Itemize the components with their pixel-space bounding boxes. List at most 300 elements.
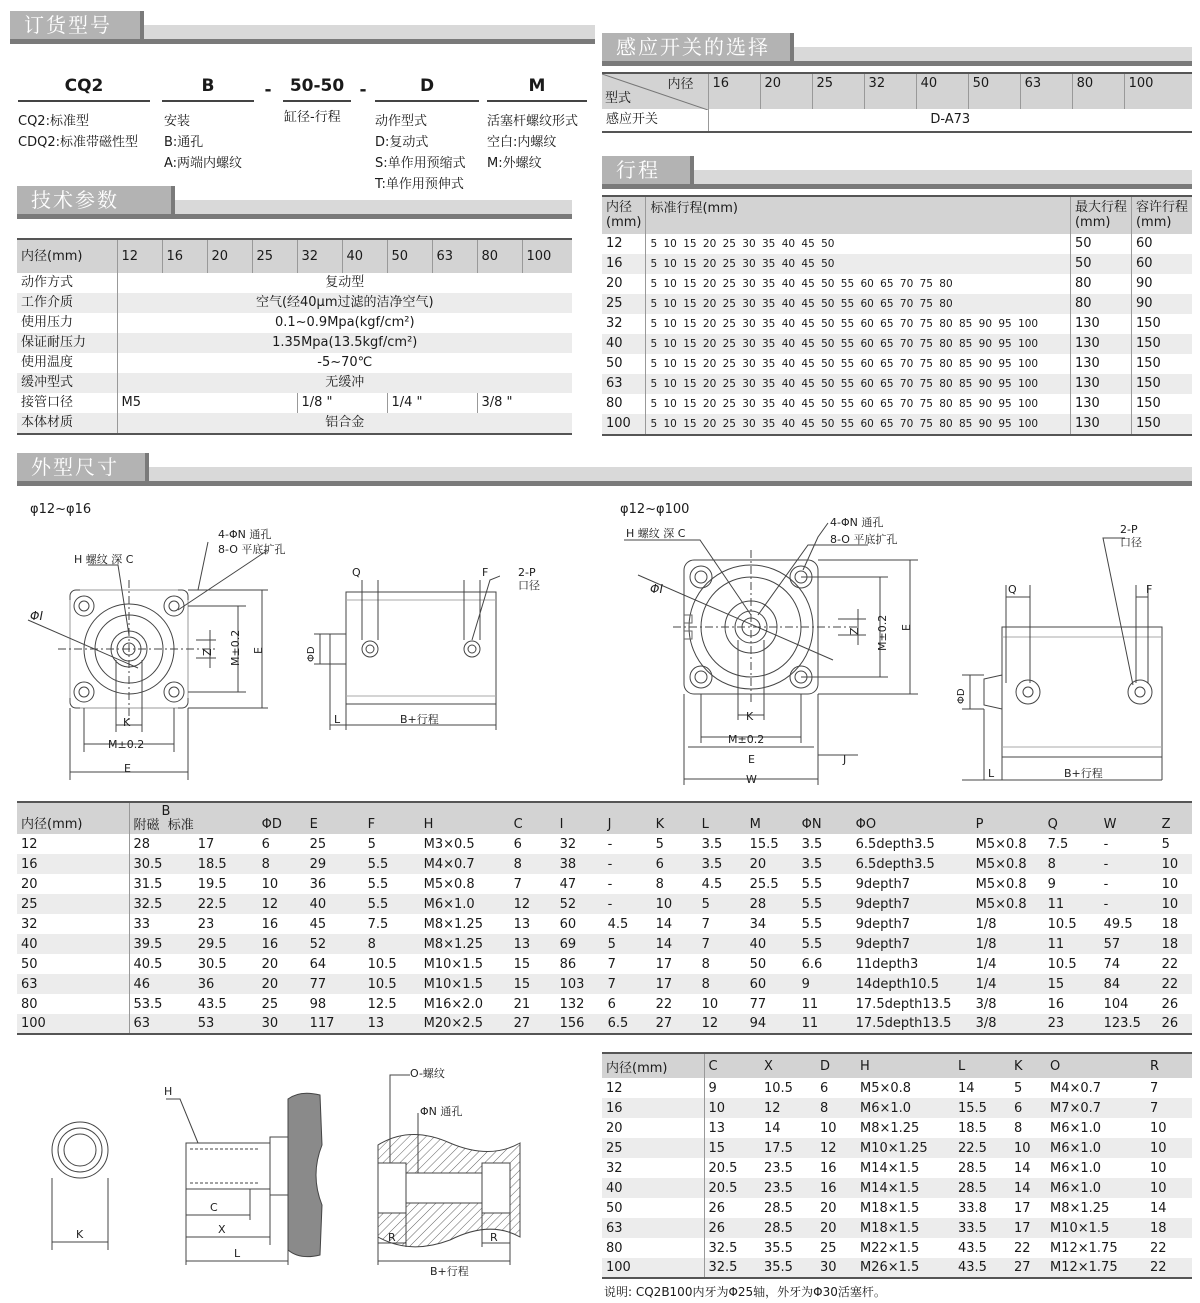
section-header-dims	[17, 453, 1192, 486]
footnote: 说明: CQ2B100内牙为Φ25轴，外牙为Φ30活塞杆。	[604, 1285, 886, 1299]
dim-cell: 26	[1158, 1014, 1192, 1034]
dim-cell: 5	[655, 836, 664, 852]
dim-cell: 12.5	[367, 996, 397, 1012]
rod-cell: 14	[1014, 1160, 1031, 1176]
dim-header-k: K	[652, 802, 698, 834]
dim-cell: 15.5	[749, 836, 779, 852]
label-o-thread: O-螺纹	[410, 1067, 445, 1080]
label-rod-l: L	[234, 1247, 241, 1260]
rod-cell: M6×1.0	[856, 1098, 954, 1118]
label-m02-lg: M±0.2	[728, 733, 765, 746]
rod-cell: 28.5	[760, 1218, 816, 1238]
dim-cell: 11	[1044, 934, 1100, 954]
order-col-action: 动作型式 D:复动式 S:单作用预缩式 T:单作用预伸式	[375, 114, 466, 192]
order-col-rod-thread: 活塞杆螺纹形式 空白:内螺纹 M:外螺纹	[487, 114, 579, 171]
dim-cell: 8	[1044, 854, 1100, 874]
rod-cell: 100	[602, 1258, 704, 1278]
stroke-table	[602, 195, 1192, 436]
stroke-row	[602, 334, 1192, 354]
dim-cell: 12	[698, 1014, 746, 1034]
dim-cell: 9depth7	[855, 876, 911, 892]
dim-cell: 3/8	[972, 1014, 1044, 1034]
rod-cell: 17.5	[760, 1138, 816, 1158]
dim-cell: 64	[309, 956, 327, 972]
dim-cell: 4.5	[607, 916, 629, 932]
dim-cell: 77	[306, 974, 364, 994]
dim-cell: 10.5	[1047, 916, 1077, 932]
tech-header-cell: 63	[432, 239, 477, 273]
tech-row-value: 空气(经40μm过滤的洁净空气)	[117, 293, 572, 313]
dim-header-phid: ΦD	[258, 802, 306, 834]
dim-cell: 38	[556, 854, 604, 874]
rod-cell: M6×1.0	[1050, 1160, 1102, 1176]
rod-cell: 17	[1014, 1200, 1031, 1216]
dim-cell: 49.5	[1103, 916, 1133, 932]
dim-cell: 47	[559, 876, 577, 892]
stroke-std: 5 10 15 20 25 30 35 40 45 50 55 60 65 70 75 80 85 90 95 100	[646, 374, 1070, 394]
stroke-allow: 60	[1135, 236, 1153, 251]
rod-row	[602, 1218, 1192, 1238]
dim-cell: 46	[129, 974, 194, 994]
rod-table	[602, 1052, 1192, 1279]
label-z: Z	[201, 648, 214, 656]
rod-cell: 16	[602, 1098, 704, 1118]
dim-header-bore: 内径(mm)	[17, 802, 129, 834]
dim-cell: 5.5	[364, 854, 420, 874]
rod-cell: M10×1.25	[856, 1138, 954, 1158]
rod-header-k: K	[1010, 1053, 1046, 1078]
tech-header-bore: 内径(mm)	[17, 239, 117, 273]
rod-cell: 12	[760, 1098, 816, 1118]
rod-cell: M5×0.8	[860, 1080, 912, 1096]
rod-cell: 22.5	[954, 1138, 1010, 1158]
label-rod-h: H	[164, 1085, 173, 1098]
stroke-allow: 150	[1135, 396, 1161, 411]
label-l: L	[334, 713, 341, 726]
tech-port-3-8: 3/8 "	[481, 395, 513, 410]
dim-cell: 53.5	[133, 996, 163, 1012]
dim-cell: M3×0.5	[423, 836, 475, 852]
stroke-row	[602, 374, 1192, 394]
label-f-lg: F	[1146, 583, 1153, 596]
dim-cell: 32	[17, 914, 129, 934]
rod-side-view-drawing	[150, 1085, 340, 1275]
tech-header-cell: 12	[117, 239, 162, 273]
label-q: Q	[352, 566, 361, 579]
dim-cell: 14	[655, 916, 673, 932]
dim-cell: 10.5	[367, 956, 397, 972]
rod-cell: 15.5	[954, 1098, 1010, 1118]
dim-row	[17, 834, 1192, 854]
label-q-lg: Q	[1008, 583, 1017, 596]
dim-cell: 29	[306, 854, 364, 874]
dim-cell: 16	[258, 934, 306, 954]
stroke-std: 5 10 15 20 25 30 35 40 45 50 55 60 65 70 75 80 85 90 95 100	[646, 354, 1070, 374]
dim-cell: 6.5depth3.5	[855, 836, 935, 852]
dim-cell: 6	[261, 836, 270, 852]
dim-cell: 11	[798, 1014, 852, 1034]
dim-cell: 8	[258, 854, 306, 874]
dim-cell: 100	[17, 1014, 129, 1034]
rod-header-l: L	[954, 1053, 1010, 1078]
dim-cell: 28	[133, 836, 151, 852]
side-view-small-drawing	[300, 560, 500, 735]
label-w: W	[746, 773, 757, 786]
switch-bore: 20	[760, 73, 812, 109]
tech-header-cell: 40	[342, 239, 387, 273]
rod-row	[602, 1078, 1192, 1098]
order-col-mount: 安装 B:通孔 A:两端内螺纹	[164, 114, 243, 171]
rod-cell: 23.5	[760, 1178, 816, 1198]
rod-cell: 35.5	[760, 1258, 816, 1278]
dim-cell: 104	[1103, 996, 1129, 1012]
dim-cell: 98	[309, 996, 327, 1012]
dim-cell: 60	[746, 974, 798, 994]
dim-cell: 17	[652, 974, 698, 994]
section-title-stroke: 行程	[602, 156, 694, 184]
dim-cell: 30.5	[129, 854, 194, 874]
stroke-max: 50	[1070, 254, 1131, 274]
dim-row	[17, 974, 1192, 994]
stroke-bore: 32	[602, 314, 646, 334]
label-m02-v: M±0.2	[229, 629, 242, 666]
stroke-allow: 150	[1131, 414, 1192, 435]
dim-cell: M5×0.8	[975, 876, 1027, 892]
label-m02-v-lg: M±0.2	[876, 614, 889, 651]
dim-row	[17, 954, 1192, 974]
dim-cell: 1/4	[975, 956, 997, 972]
tech-material-value: 铝合金	[117, 413, 572, 434]
switch-bore: 16	[708, 73, 760, 109]
dim-cell: 5	[698, 894, 746, 914]
switch-bore: 63	[1020, 73, 1072, 109]
stroke-row	[602, 294, 1192, 314]
rod-cell: M12×1.75	[1046, 1258, 1146, 1278]
dim-cell: 15	[510, 974, 556, 994]
dim-cell: -	[1100, 894, 1158, 914]
dim-cell: 43.5	[197, 996, 227, 1012]
section-title-dims: 外型尺寸	[17, 453, 149, 481]
dim-cell: 25	[17, 894, 129, 914]
dim-cell: 20	[261, 956, 279, 972]
rod-cell: 26	[708, 1200, 726, 1216]
rod-row	[602, 1258, 1192, 1278]
dim-cell: 5	[1161, 836, 1170, 852]
dim-cell: M16×2.0	[423, 996, 483, 1012]
rod-cell: 15	[704, 1138, 760, 1158]
rod-cell: 6	[1010, 1098, 1046, 1118]
rod-cell: 22	[1150, 1240, 1167, 1256]
stroke-max: 80	[1070, 294, 1131, 314]
dim-cell: -	[1103, 836, 1109, 852]
dim-header-phio: ΦO	[852, 802, 972, 834]
tech-row-label: 保证耐压力	[17, 333, 117, 353]
dim-header-i: I	[556, 802, 604, 834]
dim-cell: 17.5depth13.5	[852, 1014, 972, 1034]
stroke-header-max: 最大行程 (mm)	[1070, 196, 1131, 234]
code-bore-stroke: 50-50	[289, 76, 345, 96]
dim-cell: 1/8	[975, 916, 997, 932]
tech-row-value: 1.35Mpa(13.5kgf/cm²)	[117, 333, 572, 353]
dim-cell: M5×0.8	[972, 894, 1044, 914]
rod-cell: 32.5	[704, 1258, 760, 1278]
label-e-v-lg: E	[900, 624, 913, 631]
rod-cell: 10	[1146, 1138, 1192, 1158]
dim-cell: -	[604, 894, 652, 914]
rod-cell: M4×0.7	[1050, 1080, 1102, 1096]
rod-cell: 6	[820, 1080, 829, 1096]
rod-cell: 10	[1150, 1160, 1167, 1176]
rod-cell: 20.5	[704, 1178, 760, 1198]
tech-table	[17, 238, 572, 435]
dim-cell: 8	[701, 956, 710, 972]
label-k: K	[123, 716, 131, 729]
front-view-small-drawing	[18, 520, 293, 785]
dim-header-c: C	[510, 802, 556, 834]
dim-cell: -	[1103, 876, 1109, 892]
dim-cell: 33	[133, 916, 151, 932]
dim-cell: 10	[261, 876, 279, 892]
dim-cell: 6.6	[801, 956, 823, 972]
dim-cell: 132	[559, 996, 585, 1012]
dim-cell: -	[604, 854, 652, 874]
dim-header-m: M	[746, 802, 798, 834]
stroke-bore: 50	[602, 354, 646, 374]
dim-cell: 3.5	[698, 854, 746, 874]
stroke-row	[602, 354, 1192, 374]
tech-header-cell: 16	[162, 239, 207, 273]
rod-cell: 5	[1014, 1080, 1023, 1096]
stroke-row	[602, 274, 1192, 294]
order-col-series: CQ2:标准型 CDQ2:标准带磁性型	[18, 114, 138, 150]
dim-cell: 94	[746, 1014, 798, 1034]
dim-header-h: H	[420, 802, 510, 834]
dim-cell: 5.5	[364, 894, 420, 914]
dim-cell: 14depth10.5	[852, 974, 972, 994]
label-port-large: 2-P 口径	[1120, 523, 1142, 549]
dim-cell: 60	[559, 916, 577, 932]
dim-cell: 10	[1158, 894, 1192, 914]
dim-cell: 20	[746, 854, 798, 874]
dim-cell: 7	[513, 876, 522, 892]
dim-cell: 5	[367, 836, 376, 852]
dim-cell: 4.5	[701, 876, 723, 892]
rod-cell: M14×1.5	[860, 1160, 920, 1176]
dim-cell: M5×0.8	[972, 854, 1044, 874]
through-hole-section-drawing	[370, 1065, 530, 1280]
dim-cell: 8	[698, 974, 746, 994]
dim-cell: 20	[17, 874, 129, 894]
rod-cell: 28.5	[954, 1178, 1010, 1198]
dim-header-e: E	[306, 802, 364, 834]
rod-row	[602, 1098, 1192, 1118]
tech-row-value: 复动型	[325, 275, 365, 290]
rod-header-c: C	[704, 1053, 760, 1078]
stroke-bore: 63	[602, 374, 646, 394]
label-m02: M±0.2	[108, 738, 145, 751]
stroke-row	[602, 394, 1192, 414]
rod-cell: 63	[602, 1218, 704, 1238]
tech-row-label: 工作介质	[17, 293, 117, 313]
dim-cell: 7	[698, 934, 746, 954]
dim-cell: 123.5	[1100, 1014, 1158, 1034]
dim-row	[17, 854, 1192, 874]
code-rod-thread: M	[528, 76, 546, 96]
dim-cell: 63	[17, 974, 129, 994]
label-e: E	[124, 762, 131, 775]
rod-cell: 8	[1014, 1120, 1023, 1136]
tech-material-label: 本体材质	[17, 413, 117, 434]
label-o-counter-lg: 8-O 平底扩孔	[830, 533, 898, 546]
rod-cell: 17	[1010, 1218, 1046, 1238]
dim-cell: 20	[258, 974, 306, 994]
section-header-tech	[17, 186, 572, 219]
rod-cell: 7	[1150, 1080, 1159, 1096]
dim-cell: M10×1.5	[423, 956, 483, 972]
stroke-max: 130	[1070, 394, 1131, 414]
dim-cell: 9	[1047, 876, 1056, 892]
stroke-header-allow: 容许行程 (mm)	[1131, 196, 1192, 234]
rod-cell: 32	[602, 1158, 704, 1178]
dim-cell: 27	[510, 1014, 556, 1034]
dim-cell: 10	[1158, 854, 1192, 874]
dim-cell: 17	[655, 956, 673, 972]
switch-row-label: 感应开关	[602, 109, 708, 132]
tech-row-value: 无缓冲	[117, 373, 572, 393]
dim-cell: -	[607, 836, 613, 852]
code-series: CQ2	[64, 76, 104, 96]
switch-bore: 50	[968, 73, 1020, 109]
rod-cell: M6×1.0	[1050, 1120, 1102, 1136]
rod-cell: 22	[1146, 1258, 1192, 1278]
switch-bore: 25	[812, 73, 864, 109]
rod-cell: 43.5	[954, 1258, 1010, 1278]
dim-header-j: J	[604, 802, 652, 834]
rod-cell: M8×1.25	[860, 1120, 920, 1136]
stroke-max: 130	[1070, 334, 1131, 354]
dim-cell: 18	[1158, 934, 1192, 954]
dim-cell: 25	[309, 836, 327, 852]
dim-header-b: B 附磁 标准	[129, 802, 258, 834]
rod-cell: 50	[602, 1198, 704, 1218]
rod-cell: 16	[820, 1160, 837, 1176]
stroke-max: 50	[1070, 234, 1131, 254]
dim-cell: 14	[652, 934, 698, 954]
dim-row	[17, 994, 1192, 1014]
rod-cell: 25	[602, 1138, 704, 1158]
dim-cell: 9depth7	[852, 894, 972, 914]
rod-row	[602, 1158, 1192, 1178]
dim-cell: 5.5	[801, 876, 823, 892]
dim-row	[17, 1014, 1192, 1034]
stroke-max: 130	[1070, 374, 1131, 394]
label-rod-x: X	[218, 1223, 226, 1236]
port-leader-line	[1095, 530, 1135, 690]
label-o-counter: 8-O 平底扩孔	[218, 543, 286, 556]
dim-cell: M8×1.25	[423, 916, 483, 932]
dim-cell: 1/8	[972, 934, 1044, 954]
dim-cell: 29.5	[194, 934, 258, 954]
order-col-bore-stroke: 缸径-行程	[284, 110, 341, 125]
dim-header-p: P	[972, 802, 1044, 834]
dim-cell: 10	[701, 996, 719, 1012]
dim-cell: 1/4	[972, 974, 1044, 994]
rod-cell: 8	[816, 1098, 856, 1118]
rod-cell: 20	[820, 1200, 837, 1216]
dim-cell: 17.5depth13.5	[855, 996, 952, 1012]
dim-cell: 18	[1161, 916, 1179, 932]
tech-row-label: 使用温度	[17, 353, 117, 373]
dim-cell: 40.5	[133, 956, 163, 972]
rod-cell: 13	[708, 1120, 726, 1136]
section-title-order: 订货型号	[10, 11, 144, 39]
switch-value: D-A73	[930, 112, 971, 127]
rod-cell: 14	[958, 1080, 975, 1096]
dim-cell: 40	[746, 934, 798, 954]
rod-cell: M8×1.25	[1050, 1200, 1110, 1216]
dim-cell: 19.5	[197, 876, 227, 892]
stroke-std: 5 10 15 20 25 30 35 40 45 50	[646, 254, 1070, 274]
rod-cell: 23.5	[764, 1160, 793, 1176]
rod-cell: 10	[1146, 1178, 1192, 1198]
tech-header-cell: 25	[252, 239, 297, 273]
stroke-bore: 25	[602, 294, 646, 314]
stroke-row	[602, 314, 1192, 334]
stroke-allow: 150	[1131, 374, 1192, 394]
label-f: F	[482, 566, 489, 579]
dim-cell: 11	[1044, 894, 1100, 914]
rod-cell: 10	[1150, 1120, 1167, 1136]
rod-cell: 10	[704, 1098, 760, 1118]
rod-cell: 12	[816, 1138, 856, 1158]
stroke-bore: 20	[602, 274, 646, 294]
dim-cell: 22.5	[194, 894, 258, 914]
rod-cell: 33.8	[958, 1200, 987, 1216]
stroke-max: 130	[1070, 314, 1131, 334]
rod-row	[602, 1178, 1192, 1198]
dim-cell: 25	[261, 996, 279, 1012]
code-dash-1: -	[264, 80, 272, 100]
rod-cell: 18	[1146, 1218, 1192, 1238]
dim-cell: 25.5	[749, 876, 779, 892]
stroke-std: 5 10 15 20 25 30 35 40 45 50 55 60 65 70 75 80	[646, 294, 1070, 314]
tech-header-cell: 32	[297, 239, 342, 273]
dim-cell: 86	[559, 956, 577, 972]
dim-cell: 39.5	[129, 934, 194, 954]
dim-cell: 9depth7	[855, 916, 911, 932]
dim-header-w: W	[1100, 802, 1158, 834]
dim-cell: 15	[513, 956, 531, 972]
stroke-bore: 80	[602, 394, 646, 414]
tech-port-1-8: 1/8 "	[297, 393, 387, 413]
dim-cell: 23	[1044, 1014, 1100, 1034]
label-rod-c: C	[210, 1201, 218, 1214]
tech-port-m5: M5	[117, 393, 297, 413]
dim-cell: 8	[655, 876, 664, 892]
dim-cell: 31.5	[133, 876, 163, 892]
dim-row	[17, 934, 1192, 954]
dim-cell: 40	[306, 894, 364, 914]
drawing-right-title: φ12~φ100	[620, 502, 690, 517]
dim-row	[17, 894, 1192, 914]
label-j: J	[843, 753, 847, 766]
rod-header-x: X	[760, 1053, 816, 1078]
rod-cell: 14	[1150, 1200, 1167, 1216]
dim-cell: 13	[364, 1014, 420, 1034]
rod-cell: 20	[816, 1218, 856, 1238]
rod-cell: 22	[1014, 1240, 1031, 1256]
code-dash-2: -	[359, 80, 367, 100]
